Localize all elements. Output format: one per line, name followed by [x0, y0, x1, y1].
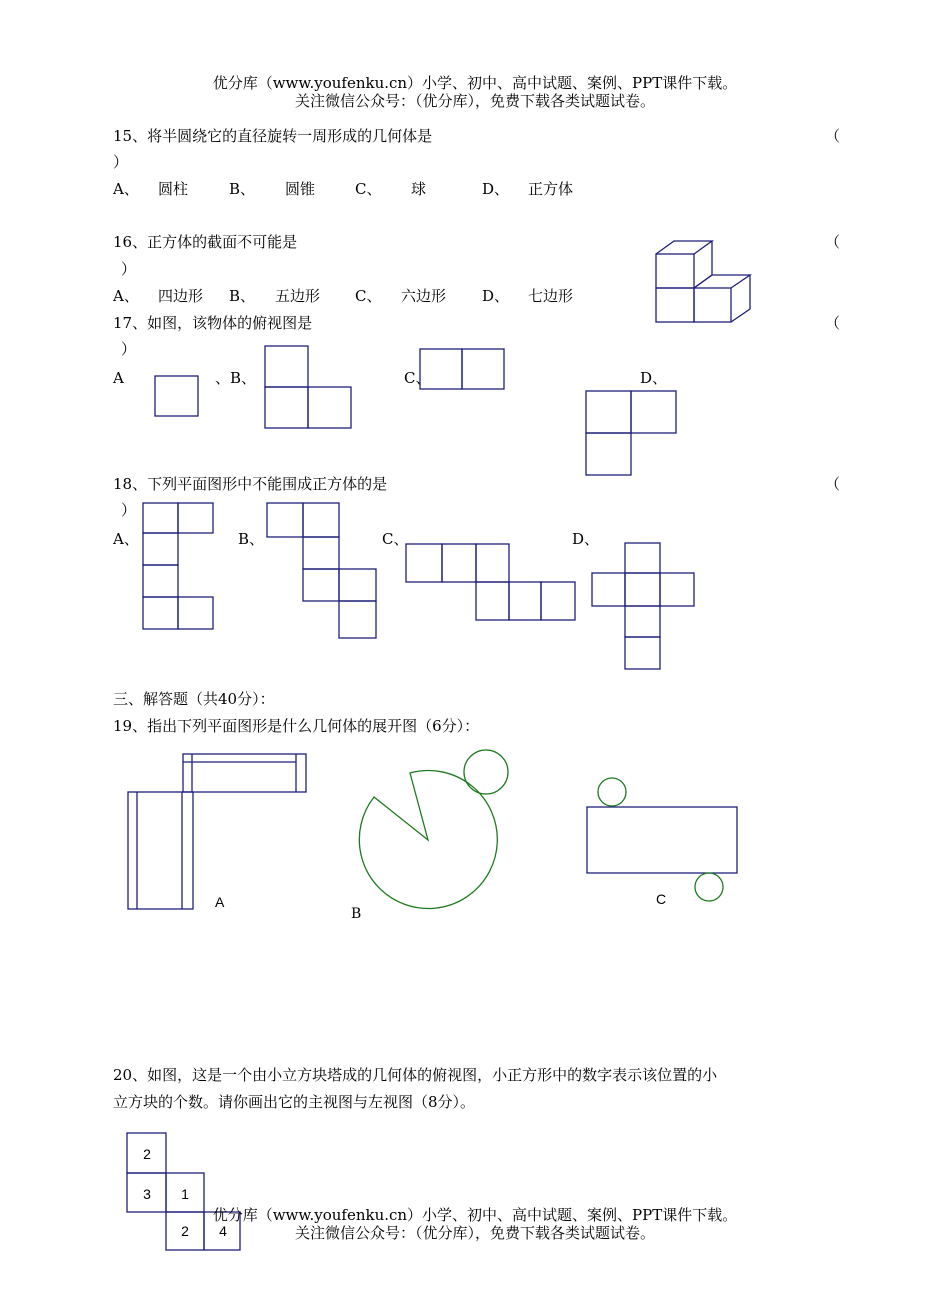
- q18-label-a: A、: [113, 530, 139, 548]
- q20-cell-top: 2: [143, 1146, 151, 1162]
- q18-paren-close: ）: [121, 501, 137, 519]
- q15-option-b-key: B、: [229, 180, 256, 198]
- q16-option-d-key: D、: [482, 287, 510, 305]
- q16-option-b-key: B、: [229, 287, 256, 305]
- q20-cell-mid-left: 3: [143, 1186, 151, 1202]
- q15-option-c-key: C、: [355, 180, 382, 198]
- q18-label-d: D、: [572, 530, 600, 548]
- q15-option-a: 圆柱: [158, 180, 189, 198]
- q15-paren-open: （: [825, 127, 841, 145]
- q16-option-b: 五边形: [275, 287, 321, 305]
- q19-label-c: C: [656, 891, 667, 907]
- q15-option-b: 圆锥: [285, 180, 316, 198]
- footer-line-2: 关注微信公众号：（优分库），免费下载各类试题试卷。: [294, 1224, 655, 1242]
- q18-figure-a: [143, 503, 213, 629]
- q17-figure-d: [586, 391, 676, 475]
- q17-figure-a: [155, 376, 198, 416]
- q19-label-b: B: [351, 906, 362, 922]
- q18-label-c: C、: [382, 530, 409, 548]
- q20-cell-mid-right: 1: [181, 1186, 189, 1202]
- q15-option-d-key: D、: [482, 180, 510, 198]
- q15-paren-close: ）: [113, 153, 129, 171]
- footer-line-1: 优分库（www.youfenku.cn）小学、初中、高中试题、案例、PPT课件下载。: [212, 1206, 738, 1224]
- header-line-2: 关注微信公众号：（优分库），免费下载各类试题试卷。: [294, 92, 655, 110]
- q18-figure-b: [267, 503, 376, 638]
- q16-paren-close: ）: [121, 260, 137, 278]
- q18-figure-c: [406, 544, 575, 620]
- q20-cell-bot-left: 2: [181, 1223, 189, 1239]
- q16-option-a: 四边形: [158, 287, 204, 305]
- q15-option-c: 球: [411, 180, 427, 198]
- q19-figure-c-circles: [598, 778, 723, 901]
- q15-stem: 15、将半圆绕它的直径旋转一周形成的几何体是: [113, 127, 433, 145]
- q18-figure-d: [592, 543, 694, 669]
- q17-label-b: 、B、: [215, 369, 257, 387]
- q17-label-c: C、: [404, 369, 431, 387]
- q16-option-d: 七边形: [528, 287, 574, 305]
- q16-paren-open: （: [825, 233, 841, 251]
- q15-option-d: 正方体: [528, 180, 574, 198]
- q18-label-b: B、: [238, 530, 265, 548]
- q19-stem: 19、指出下列平面图形是什么几何体的展开图（6分）：: [113, 717, 480, 735]
- section-3-title: 三、解答题（共40分）：: [113, 690, 275, 708]
- q17-figure-b: [265, 346, 351, 428]
- q19-figure-a: [128, 754, 306, 909]
- q18-paren-open: （: [825, 475, 841, 493]
- q17-stem: 17、如图，该物体的俯视图是: [113, 314, 313, 332]
- q16-stem: 16、正方体的截面不可能是: [113, 233, 298, 251]
- q16-option-c: 六边形: [401, 287, 447, 305]
- q16-option-a-key: A、: [113, 287, 139, 305]
- q18-stem: 18、下列平面图形中不能围成正方体的是: [113, 475, 388, 493]
- q17-paren-close: ）: [121, 340, 137, 358]
- q17-paren-open: （: [825, 314, 841, 332]
- q17-label-a: A: [113, 369, 124, 387]
- q19-figure-b: [359, 750, 508, 909]
- q19-figure-c-rect: [587, 807, 737, 873]
- q19-label-a: A: [215, 894, 225, 910]
- q16-option-c-key: C、: [355, 287, 382, 305]
- q17-label-d: D、: [640, 369, 668, 387]
- q20-stem-line-2: 立方块的个数。请你画出它的主视图与左视图（8分）。: [113, 1093, 476, 1111]
- q17-figure-c: [420, 349, 504, 389]
- q20-cell-bot-right: 4: [219, 1223, 227, 1239]
- header-line-1: 优分库（www.youfenku.cn）小学、初中、高中试题、案例、PPT课件下载。: [212, 74, 738, 92]
- q15-option-a-key: A、: [113, 180, 139, 198]
- q20-stem-line-1: 20、如图，这是一个由小立方块塔成的几何体的俯视图，小正方形中的数字表示该位置的小: [113, 1066, 718, 1084]
- q16-solid-figure: [656, 241, 750, 322]
